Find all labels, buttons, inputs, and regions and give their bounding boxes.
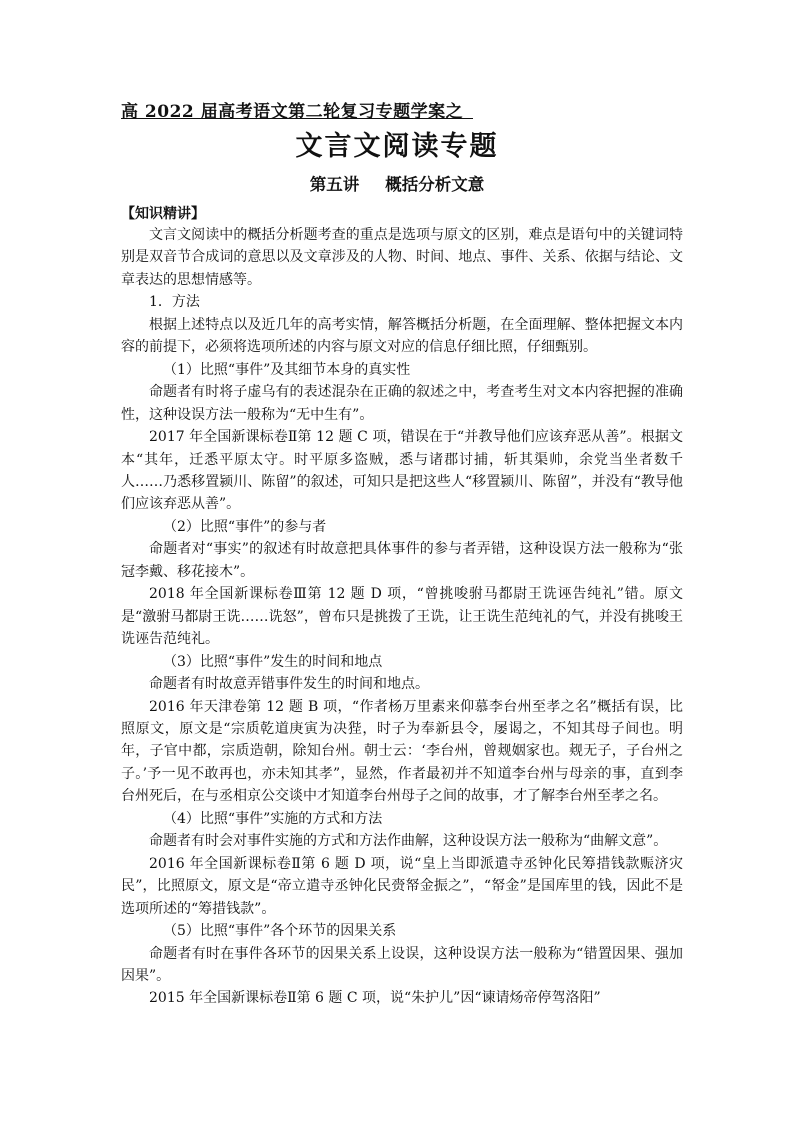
lecture-number: 第五讲 <box>309 175 360 194</box>
document-title: 文言文阅读专题 <box>295 131 499 162</box>
subheading: （1）比照“事件”及其细节本身的真实性 <box>163 361 411 378</box>
paragraph: 命题者有时故意弄错事件发生的时间和地点。 <box>149 676 429 693</box>
document-header: 高 2022 届高考语文第二轮复习专题学案之 <box>121 102 464 122</box>
subheading: （5）比照“事件”各个环节的因果关系 <box>163 923 397 940</box>
paragraph: 2016 年天津卷第 12 题 B 项，“作者杨万里素来仰慕李台州至孝之名”概括有误，比照原文，原文是“宗质乾道庚寅为决狴，时子为奉新县令，屡谒之，不知其母子间也。明年，子官中都，宗质造朝，除知台州。朝士云：‘李台州，曾觌姻家也。觌无子，子台州之子。’予一见不敢再也，亦未知其孝”，显然，作者最初并不知道李台州与母亲的事，直到李台州死后，在与丞相京公交谈中才知道李台州母子之间的故事，才了解李台州至孝之名。 <box>121 698 683 805</box>
paragraph: 2018 年全国新课标卷Ⅲ第 12 题 D 项，“曾挑唆驸马都尉王诜诬告纯礼”错。原文是“激驸马都尉王诜……诜怒”，曾布只是挑拨了王诜，让王诜生范纯礼的气，并没有挑唆王诜诬告范纯礼。 <box>121 586 683 648</box>
paragraph: 命题者有时在事件各环节的因果关系上设误，这种设误方法一般称为“错置因果、强加因果”。 <box>121 945 683 984</box>
paragraph: 2017 年全国新课标卷Ⅱ第 12 题 C 项，错误在于“并教导他们应该弃恶从善”。根据文本“其年，迁悉平原太守。时平原多盗贼，悉与诸郡讨捕，斩其渠帅，余党当坐者数千人……乃悉移置颍川、陈留”的叙述，可知只是把这些人“移置颍川、陈留”，并没有“教导他们应该弃恶从善”。 <box>121 429 683 513</box>
paragraph: 命题者有时会对事件实施的方式和方法作曲解，这种设误方法一般称为“曲解文意”。 <box>149 833 668 850</box>
paragraph: 命题者有时将子虚乌有的表述混杂在正确的叙述之中，考查考生对文本内容把握的准确性，这种设误方法一般称为“无中生有”。 <box>121 384 683 423</box>
header-underline <box>121 118 473 119</box>
paragraph: 2016 年全国新课标卷Ⅱ第 6 题 D 项，说“皇上当即派遣寺丞钟化民筹措钱款赈济灾民”，比照原文，原文是“帝立遣寺丞钟化民赍帑金振之”，“帑金”是国库里的钱，因此不是选项所述的“筹措钱款”。 <box>121 855 683 917</box>
lecture-subtitle <box>0 171 794 195</box>
lecture-topic: 概括分析文意 <box>385 175 485 194</box>
section-label: 【知识精讲】 <box>121 206 205 222</box>
subheading: （3）比照“事件”发生的时间和地点 <box>163 653 383 670</box>
paragraph: 根据上述特点以及近几年的高考实情，解答概括分析题，在全面理解、整体把握文本内容的前提下，必须将选项所述的内容与原文对应的信息仔细比照，仔细甄别。 <box>121 316 683 356</box>
paragraph: 文言文阅读中的概括分析题考查的重点是选项与原文的区别，难点是语句中的关键词特别是双音节合成词的意思以及文章涉及的人物、时间、地点、事件、关系、依据与结论、文章表达的思想情感等。 <box>121 227 683 288</box>
subheading: （2）比照“事件”的参与者 <box>163 518 327 535</box>
method-heading: 1．方法 <box>149 294 200 311</box>
subheading: （4）比照“事件”实施的方式和方法 <box>163 810 383 827</box>
paragraph: 命题者对“事实”的叙述有时故意把具体事件的参与者弄错，这种设误方法一般称为“张冠李戴、移花接木”。 <box>121 541 683 580</box>
paragraph: 2015 年全国新课标卷Ⅱ第 6 题 C 项，说“朱护儿”因“谏请炀帝停驾洛阳” <box>149 990 601 1007</box>
body-text <box>121 224 683 1010</box>
